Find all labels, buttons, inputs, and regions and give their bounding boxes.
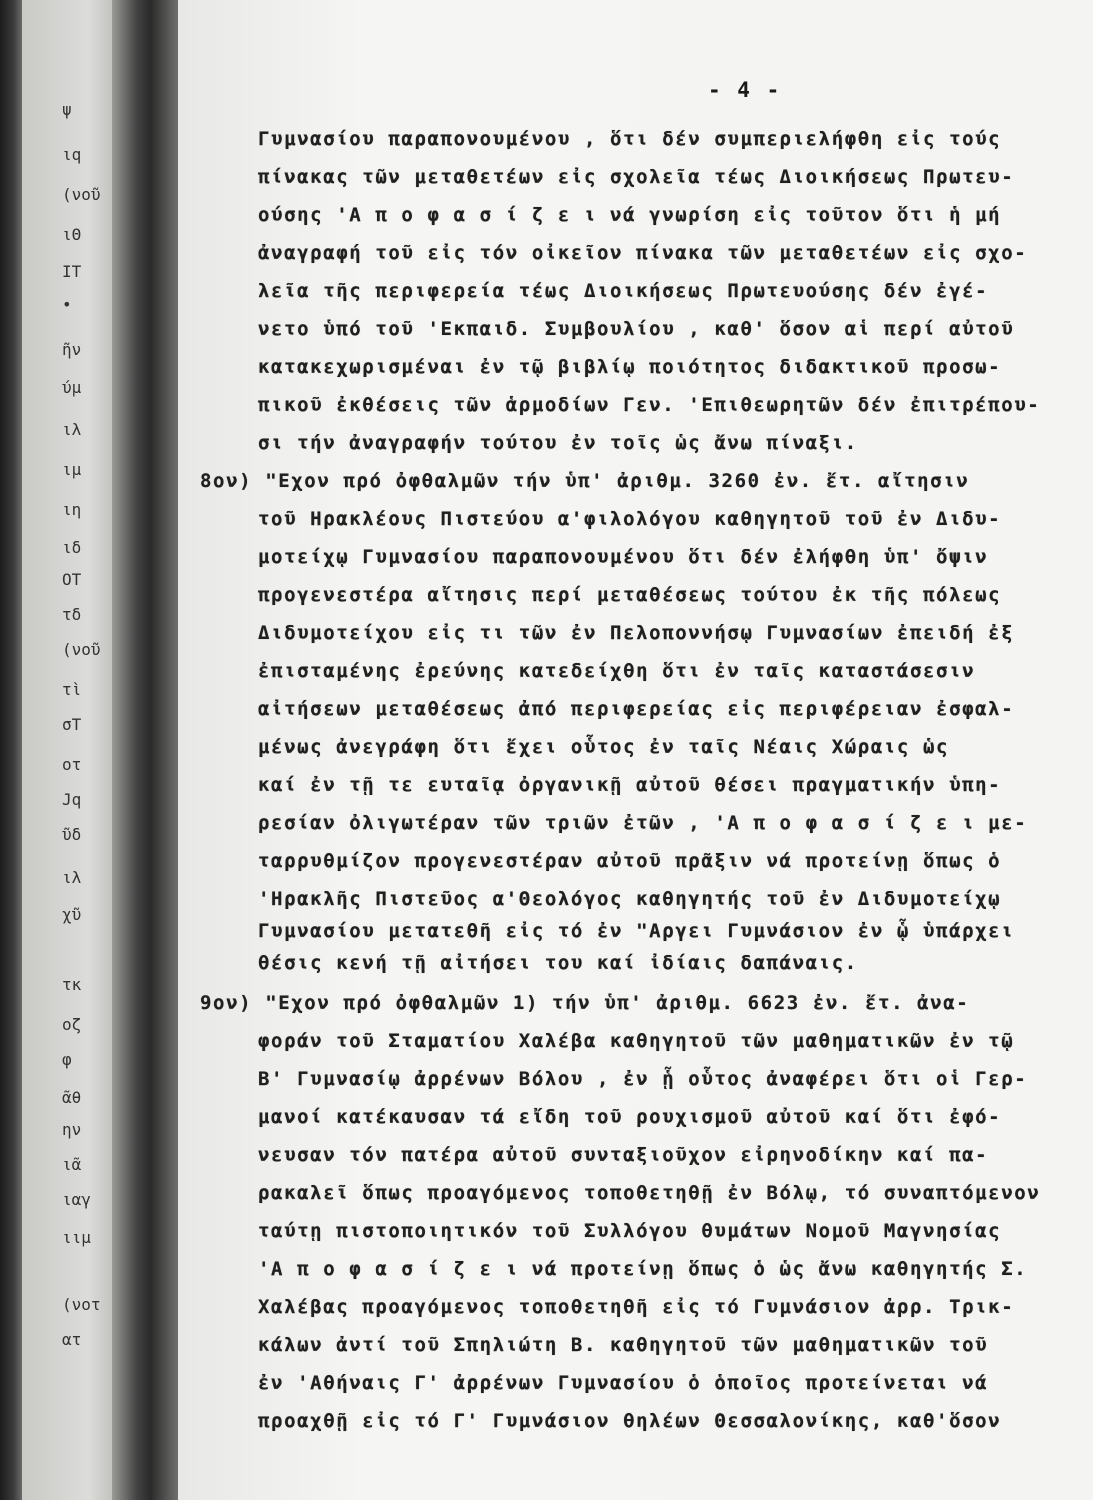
margin-fragment: ῦδ bbox=[62, 825, 82, 844]
margin-fragment: ύμ bbox=[62, 378, 82, 397]
text-line: πίνακας τῶν μεταθετέων εἰς σχολεῖα τέως Διοικήσεως Πρωτευ- bbox=[258, 166, 1015, 188]
margin-fragment: ᾶθ bbox=[62, 1088, 82, 1107]
margin-fragment: ΟΤ bbox=[62, 570, 82, 589]
margin-fragment: ιη bbox=[62, 500, 82, 519]
text-line: νευσαν τόν πατέρα αὐτοῦ συνταξιοῦχον εἰρηνοδίκην καί πα- bbox=[258, 1144, 989, 1166]
text-line: Γυμνασίου παραπονουμένου , ὅτι δέν συμπεριελήφθη εἰς τούς bbox=[258, 128, 1002, 150]
margin-fragment: τὶ bbox=[62, 680, 82, 699]
text-line: σι τήν ἀναγραφήν τούτου ἐν τοῖς ὡς ἄνω πίναξι. bbox=[258, 432, 858, 454]
page-number: - 4 - bbox=[708, 78, 782, 102]
margin-fragment: φ bbox=[62, 1050, 72, 1069]
text-line: μένως ἀνεγράφη ὅτι ἔχει οὗτος ἐν ταῖς Νέαις Χώραις ὡς bbox=[258, 736, 950, 758]
text-line: ρακαλεῖ ὅπως προαγόμενος τοποθετηθῇ ἐν Βόλῳ, τό συναπτόμενον bbox=[258, 1182, 1041, 1204]
margin-fragment: Jq bbox=[62, 790, 82, 809]
text-line: φοράν τοῦ Σταματίου Χαλέβα καθηγητοῦ τῶν μαθηματικῶν ἐν τῷ bbox=[258, 1030, 1015, 1052]
text-line: μανοί κατέκαυσαν τά εἴδη τοῦ ρουχισμοῦ αὐτοῦ καί ὅτι ἐφό- bbox=[258, 1106, 1002, 1128]
margin-fragment: ιλ bbox=[62, 868, 82, 887]
margin-fragment: ιq bbox=[62, 145, 82, 164]
margin-fragment: (νοῦ bbox=[62, 185, 101, 204]
text-line: Διδυμοτείχου εἰς τι τῶν ἐν Πελοποννήσῳ Γυμνασίων ἐπειδή ἐξ bbox=[258, 622, 1015, 644]
margin-fragment: χῦ bbox=[62, 905, 82, 924]
page-gutter bbox=[112, 0, 182, 1500]
section-heading-line: 8ον) "Εχον πρό ὀφθαλμῶν τήν ὑπ' ἀριθμ. 3260 ἐν. ἔτ. αἴτησιν bbox=[200, 470, 970, 492]
margin-fragment: • bbox=[62, 295, 72, 314]
margin-fragment: οζ bbox=[62, 1015, 82, 1034]
margin-fragment: ιᾶ bbox=[62, 1155, 82, 1174]
margin-fragment: ιδ bbox=[62, 538, 82, 557]
document-page bbox=[178, 0, 1093, 1500]
text-line: τοῦ Ηρακλέους Πιστεύου α'φιλολόγου καθηγητοῦ τοῦ ἐν Διδυ- bbox=[258, 508, 1002, 530]
text-line: ἐπισταμένης ἐρεύνης κατεδείχθη ὅτι ἐν ταῖς καταστάσεσιν bbox=[258, 660, 976, 682]
text-line: πικοῦ ἐκθέσεις τῶν ἁρμοδίων Γεν. 'Επιθεωρητῶν δέν ἐπιτρέπου- bbox=[258, 394, 1041, 416]
text-line: θέσις κενή τῇ αἰτήσει του καί ἰδίαις δαπάναις. bbox=[258, 952, 858, 974]
text-line: μοτείχῳ Γυμνασίου παραπονουμένου ὅτι δέν ἐλήφθη ὑπ' ὄψιν bbox=[258, 546, 989, 568]
text-line: προγενεστέρα αἴτησις περί μεταθέσεως τούτου ἐκ τῆς πόλεως bbox=[258, 584, 1002, 606]
text-line: Β' Γυμνασίῳ ἀρρένων Βόλου , ἐν ᾗ οὗτος ἀναφέρει ὅτι οἱ Γερ- bbox=[258, 1068, 1028, 1090]
book-binding bbox=[0, 0, 22, 1500]
text-line: ταύτῃ πιστοποιητικόν τοῦ Συλλόγου θυμάτων Νομοῦ Μαγνησίας bbox=[258, 1220, 1002, 1242]
text-line: προαχθῇ εἰς τό Γ' Γυμνάσιον θηλέων Θεσσαλονίκης, καθ'ὅσον bbox=[258, 1410, 1002, 1432]
text-line: καί ἐν τῇ τε ευταῖᾳ ὀργανικῇ αὐτοῦ θέσει πραγματικήν ὑπη- bbox=[258, 774, 1002, 796]
margin-fragment: ψ bbox=[62, 100, 72, 119]
margin-fragment: (νοῦ bbox=[62, 640, 101, 659]
text-line: κάλων ἀντί τοῦ Σπηλιώτη Β. καθηγητοῦ τῶν μαθηματικῶν τοῦ bbox=[258, 1334, 989, 1356]
text-line: αἰτήσεων μεταθέσεως ἀπό περιφερείας εἰς περιφέρειαν ἐσφαλ- bbox=[258, 698, 1015, 720]
text-line: νετο ὑπό τοῦ 'Εκπαιδ. Συμβουλίου , καθ' ὅσον αἱ περί αὐτοῦ bbox=[258, 318, 1015, 340]
margin-fragment: τκ bbox=[62, 975, 82, 994]
text-line: κατακεχωρισμέναι ἐν τῷ βιβλίῳ ποιότητος διδακτικοῦ προσω- bbox=[258, 356, 1002, 378]
margin-fragment: ιμ bbox=[62, 460, 82, 479]
text-line: 'Α π ο φ α σ ί ζ ε ι νά προτείνῃ ὅπως ὁ ὡς ἄνω καθηγητής Σ. bbox=[258, 1258, 1028, 1280]
margin-fragment: ιλ bbox=[62, 420, 82, 439]
text-line: λεῖα τῆς περιφερεία τέως Διοικήσεως Πρωτευούσης δέν ἐγέ- bbox=[258, 280, 989, 302]
text-line: ρεσίαν ὀλιγωτέραν τῶν τριῶν ἐτῶν , 'Α π ο φ α σ ί ζ ε ι με- bbox=[258, 812, 1028, 834]
margin-fragment: ιαγ bbox=[62, 1190, 91, 1209]
text-line: Γυμνασίου μετατεθῆ εἰς τό ἐν "Αργει Γυμνάσιον ἐν ᾧ ὑπάρχει bbox=[258, 920, 1015, 942]
margin-fragment: ιιμ bbox=[62, 1228, 91, 1247]
text-line: ταρρυθμίζον προγενεστέραν αὐτοῦ πρᾶξιν νά προτείνῃ ὅπως ὁ bbox=[258, 850, 1002, 872]
margin-fragment: ην bbox=[62, 1120, 82, 1139]
previous-page-fragment bbox=[22, 0, 117, 1500]
text-line: Χαλέβας προαγόμενος τοποθετηθῆ εἰς τό Γυμνάσιον ἀρρ. Τρικ- bbox=[258, 1296, 1015, 1318]
margin-fragment: ῆν bbox=[62, 340, 82, 359]
margin-fragment: σΤ bbox=[62, 715, 82, 734]
text-line: ἀναγραφή τοῦ εἰς τόν οἰκεῖον πίνακα τῶν μεταθετέων εἰς σχο- bbox=[258, 242, 1028, 264]
text-line: ούσης 'Α π ο φ α σ ί ζ ε ι νά γνωρίση εἰς τοῦτον ὅτι ἡ μή bbox=[258, 204, 1002, 226]
section-heading-line: 9ον) "Εχον πρό ὀφθαλμῶν 1) τήν ὑπ' ἀριθμ. 6623 ἐν. ἔτ. ἀνα- bbox=[200, 992, 970, 1014]
text-line: 'Ηρακλῆς Πιστεῦος α'Θεολόγος καθηγητής τοῦ ἐν Διδυμοτείχῳ bbox=[258, 888, 1002, 910]
margin-fragment: (νοτ bbox=[62, 1295, 101, 1314]
margin-fragment: ΙΤ bbox=[62, 262, 82, 281]
margin-fragment: ατ bbox=[62, 1330, 82, 1349]
margin-fragment: ιΘ bbox=[62, 225, 82, 244]
text-line: ἐν 'Αθήναις Γ' ἀρρένων Γυμνασίου ὁ ὁποῖος προτείνεται νά bbox=[258, 1372, 989, 1394]
margin-fragment: οτ bbox=[62, 755, 82, 774]
margin-fragment: τδ bbox=[62, 605, 82, 624]
